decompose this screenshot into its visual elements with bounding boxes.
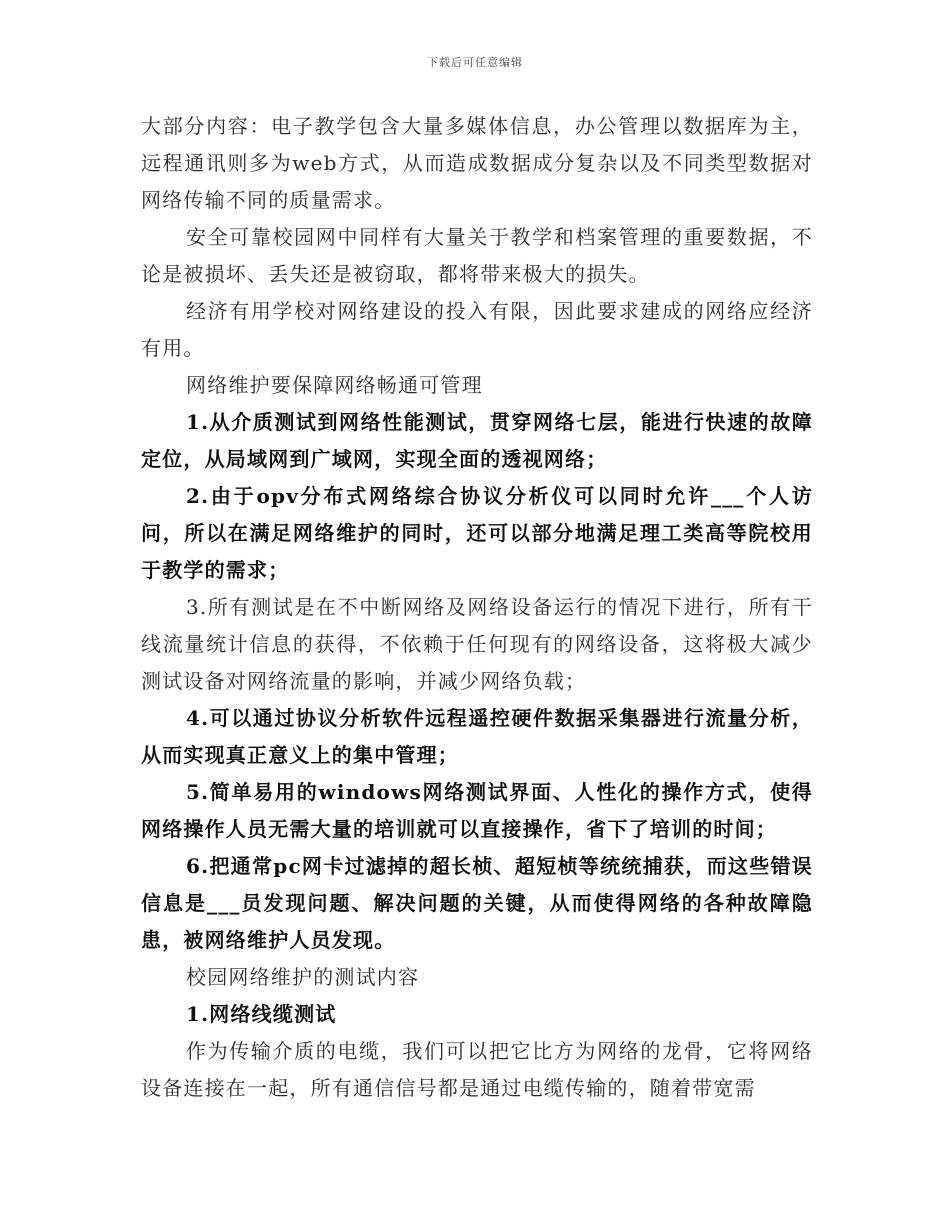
section-heading-maintenance: 网络维护要保障网络畅通可管理 xyxy=(186,373,483,397)
paragraph-security: 安全可靠校园网中同样有大量关于教学和档案管理的重要数据，不论是被损坏、丢失还是被窃取，都将带来极大的损失。 xyxy=(141,225,813,286)
paragraph-cable: 作为传输介质的电缆，我们可以把它比方为网络的龙骨，它将网络设备连接在一起，所有通信信号都是通过电缆传输的，随着带宽需 xyxy=(141,1039,813,1100)
page-header: 下载后可任意编辑 xyxy=(427,56,523,69)
list-item-5: 5.简单易用的windows网络测试界面、人性化的操作方式，使得网络操作人员无需大量的培训就可以直接操作，省下了培训的时间； xyxy=(141,780,813,841)
subheading-cable-test: 1.网络线缆测试 xyxy=(186,1002,337,1026)
list-item-6: 6.把通常pc网卡过滤掉的超长桢、超短桢等统统捕获，而这些错误信息是___员发现问题、解决问题的关键，从而使得网络的各种故障隐患，被网络维护人员发现。 xyxy=(141,854,813,952)
section-heading-test-content: 校园网络维护的测试内容 xyxy=(186,965,420,989)
list-item-1: 1.从介质测试到网络性能测试，贯穿网络七层，能进行快速的故障定位，从局域网到广域网，实现全面的透视网络； xyxy=(141,410,813,471)
paragraph-content-types: 大部分内容：电子教学包含大量多媒体信息，办公管理以数据库为主，远程通讯则多为web方式，从而造成数据成分复杂以及不同类型数据对网络传输不同的质量需求。 xyxy=(141,114,813,212)
list-item-2: 2.由于opv分布式网络综合协议分析仪可以同时允许___个人访问，所以在满足网络维护的同时，还可以部分地满足理工类高等院校用于教学的需求； xyxy=(141,484,813,582)
document-body xyxy=(141,108,813,1107)
list-item-3: 3.所有测试是在不中断网络及网络设备运行的情况下进行，所有干线流量统计信息的获得，不依赖于任何现有的网络设备，这将极大减少测试设备对网络流量的影响，并减少网络负载； xyxy=(141,595,813,693)
list-item-4: 4.可以通过协议分析软件远程遥控硬件数据采集器进行流量分析，从而实现真正意义上的集中管理； xyxy=(141,706,813,767)
paragraph-economy: 经济有用学校对网络建设的投入有限，因此要求建成的网络应经济有用。 xyxy=(141,299,813,360)
